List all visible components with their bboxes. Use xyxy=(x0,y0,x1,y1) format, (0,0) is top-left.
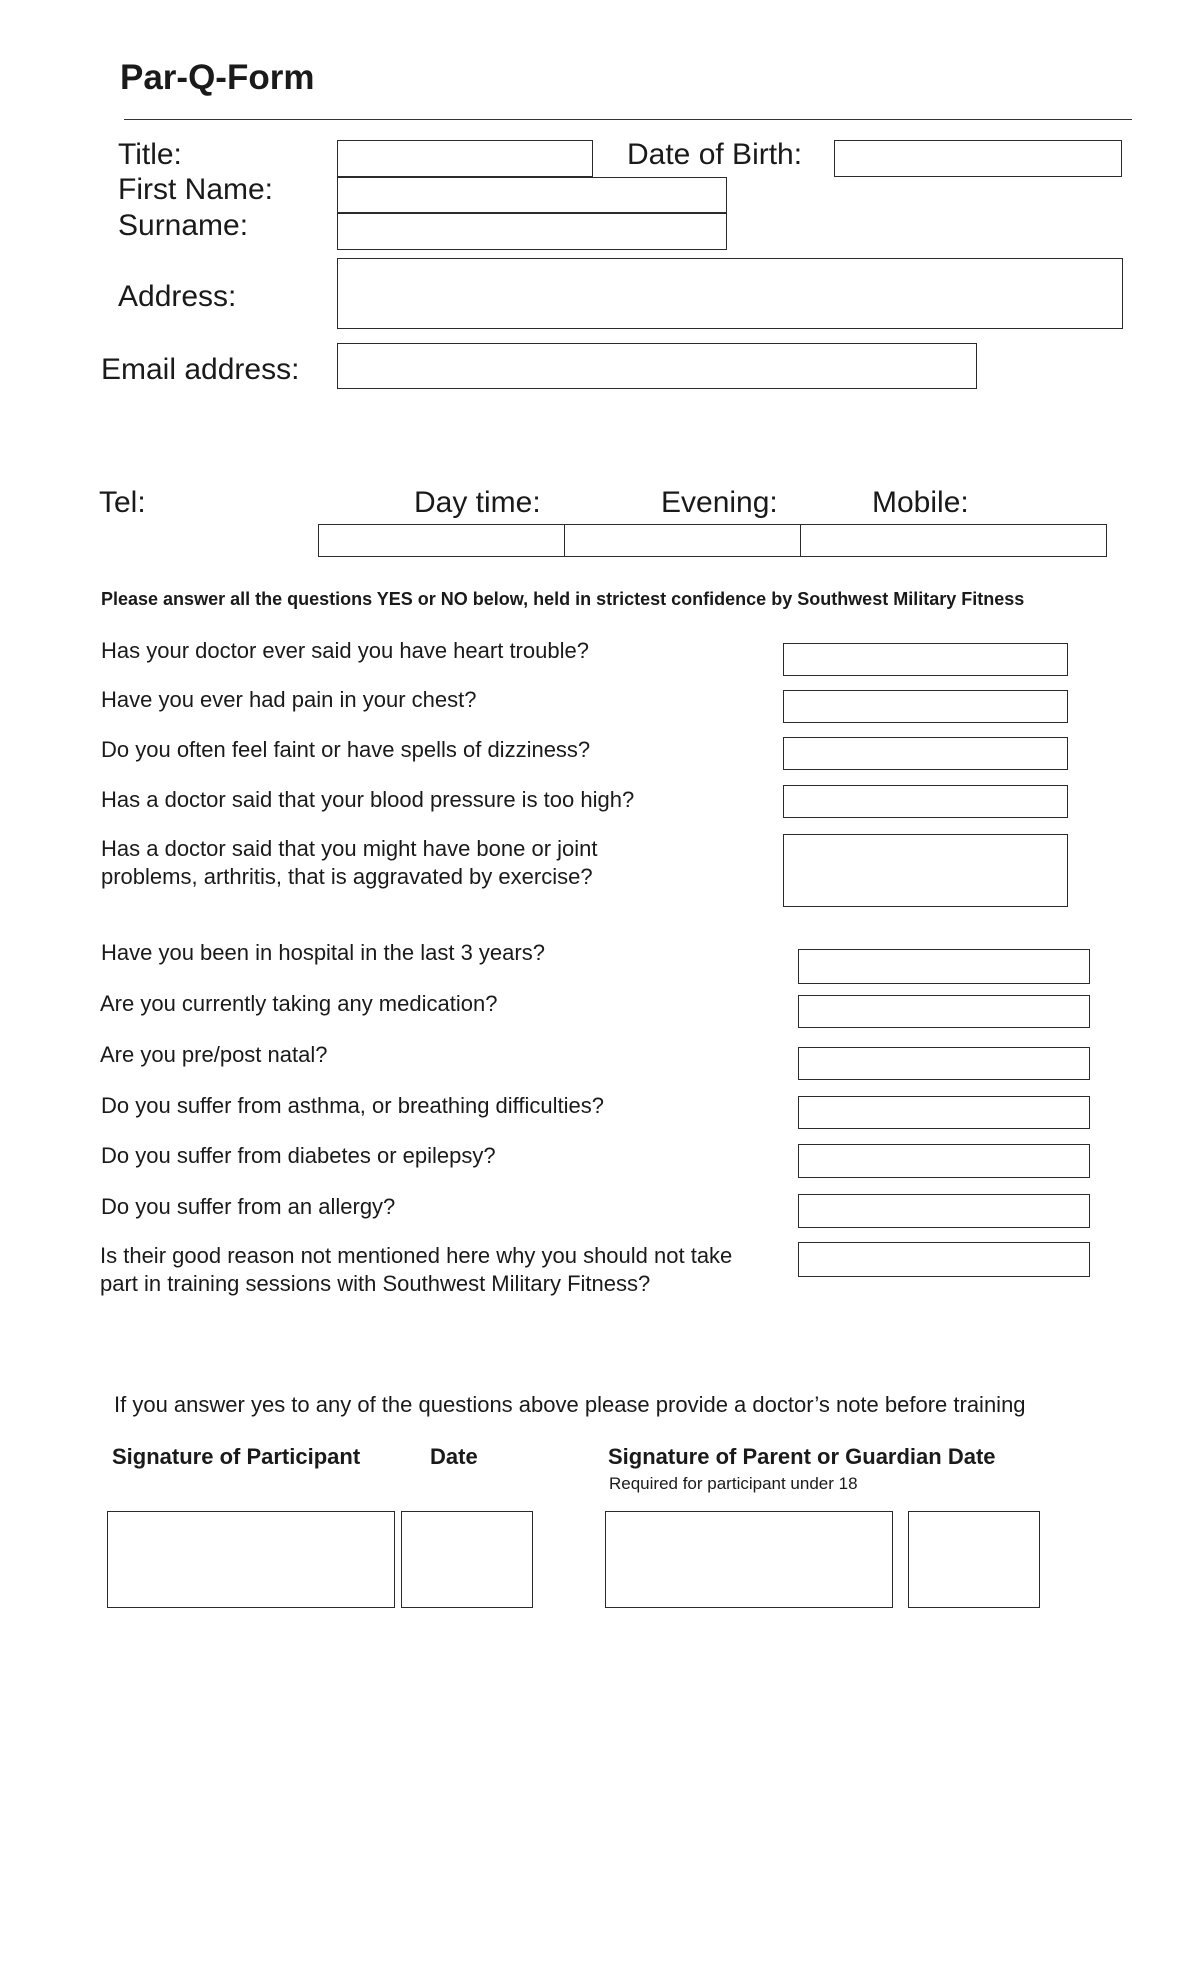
tel-evening-field[interactable] xyxy=(564,524,801,557)
title-label: Title: xyxy=(118,138,182,171)
participant-signature-field[interactable] xyxy=(107,1511,395,1608)
surname-field[interactable] xyxy=(337,213,727,250)
answer-field[interactable] xyxy=(798,949,1090,984)
form-title: Par-Q-Form xyxy=(120,58,315,97)
parent-signature-label: Signature of Parent or Guardian Date xyxy=(608,1444,996,1469)
parent-requirement-note: Required for participant under 18 xyxy=(609,1474,858,1493)
evening-label: Evening: xyxy=(661,486,778,519)
participant-date-label: Date xyxy=(430,1444,478,1469)
answer-field[interactable] xyxy=(783,737,1068,770)
address-label: Address: xyxy=(118,280,237,313)
email-label: Email address: xyxy=(101,353,300,386)
question-text: Are you pre/post natal? xyxy=(100,1042,328,1067)
question-text: Is their good reason not mentioned here why you should not take part in training sessions with Southwest Military Fitness? xyxy=(100,1243,733,1297)
answer-field[interactable] xyxy=(783,834,1068,907)
answer-field[interactable] xyxy=(798,1047,1090,1080)
tel-label: Tel: xyxy=(99,486,146,519)
answer-field[interactable] xyxy=(783,643,1068,676)
question-text: Do you suffer from diabetes or epilepsy? xyxy=(101,1143,496,1168)
answer-field[interactable] xyxy=(798,1194,1090,1228)
doctor-note: If you answer yes to any of the questions above please provide a doctor’s note before training xyxy=(114,1392,1026,1417)
dob-label: Date of Birth: xyxy=(627,138,803,171)
answer-field[interactable] xyxy=(798,1144,1090,1178)
first-name-label: First Name: xyxy=(118,173,274,206)
question-text: Do you suffer from an allergy? xyxy=(101,1194,396,1219)
parent-date-field[interactable] xyxy=(908,1511,1040,1608)
parent-signature-field[interactable] xyxy=(605,1511,893,1608)
address-field[interactable] xyxy=(337,258,1123,329)
first-name-field[interactable] xyxy=(337,177,727,213)
participant-date-field[interactable] xyxy=(401,1511,533,1608)
question-text: Have you ever had pain in your chest? xyxy=(101,687,477,712)
questions-instruction: Please answer all the questions YES or NO below, held in strictest confidence by Southwest Military Fitness xyxy=(101,589,1025,609)
question-text: Has a doctor said that you might have bone or joint problems, arthritis, that is aggravated by exercise? xyxy=(101,836,598,889)
tel-day-field[interactable] xyxy=(318,524,565,557)
surname-label: Surname: xyxy=(118,209,249,242)
day-time-label: Day time: xyxy=(414,486,541,519)
question-text: Do you suffer from asthma, or breathing difficulties? xyxy=(101,1093,604,1118)
tel-mobile-field[interactable] xyxy=(800,524,1107,557)
title-field[interactable] xyxy=(337,140,593,177)
question-text: Do you often feel faint or have spells of dizziness? xyxy=(101,737,591,762)
question-text: Has your doctor ever said you have heart trouble? xyxy=(101,638,589,663)
answer-field[interactable] xyxy=(783,785,1068,818)
email-field[interactable] xyxy=(337,343,977,389)
question-text: Are you currently taking any medication? xyxy=(100,991,498,1016)
answer-field[interactable] xyxy=(798,1096,1090,1129)
answer-field[interactable] xyxy=(783,690,1068,723)
dob-field[interactable] xyxy=(834,140,1122,177)
title-divider xyxy=(124,119,1132,120)
answer-field[interactable] xyxy=(798,995,1090,1028)
participant-signature-label: Signature of Participant xyxy=(112,1444,361,1469)
answer-field[interactable] xyxy=(798,1242,1090,1277)
mobile-label: Mobile: xyxy=(872,486,969,519)
question-text: Has a doctor said that your blood pressure is too high? xyxy=(101,787,635,812)
question-text: Have you been in hospital in the last 3 years? xyxy=(101,940,545,965)
